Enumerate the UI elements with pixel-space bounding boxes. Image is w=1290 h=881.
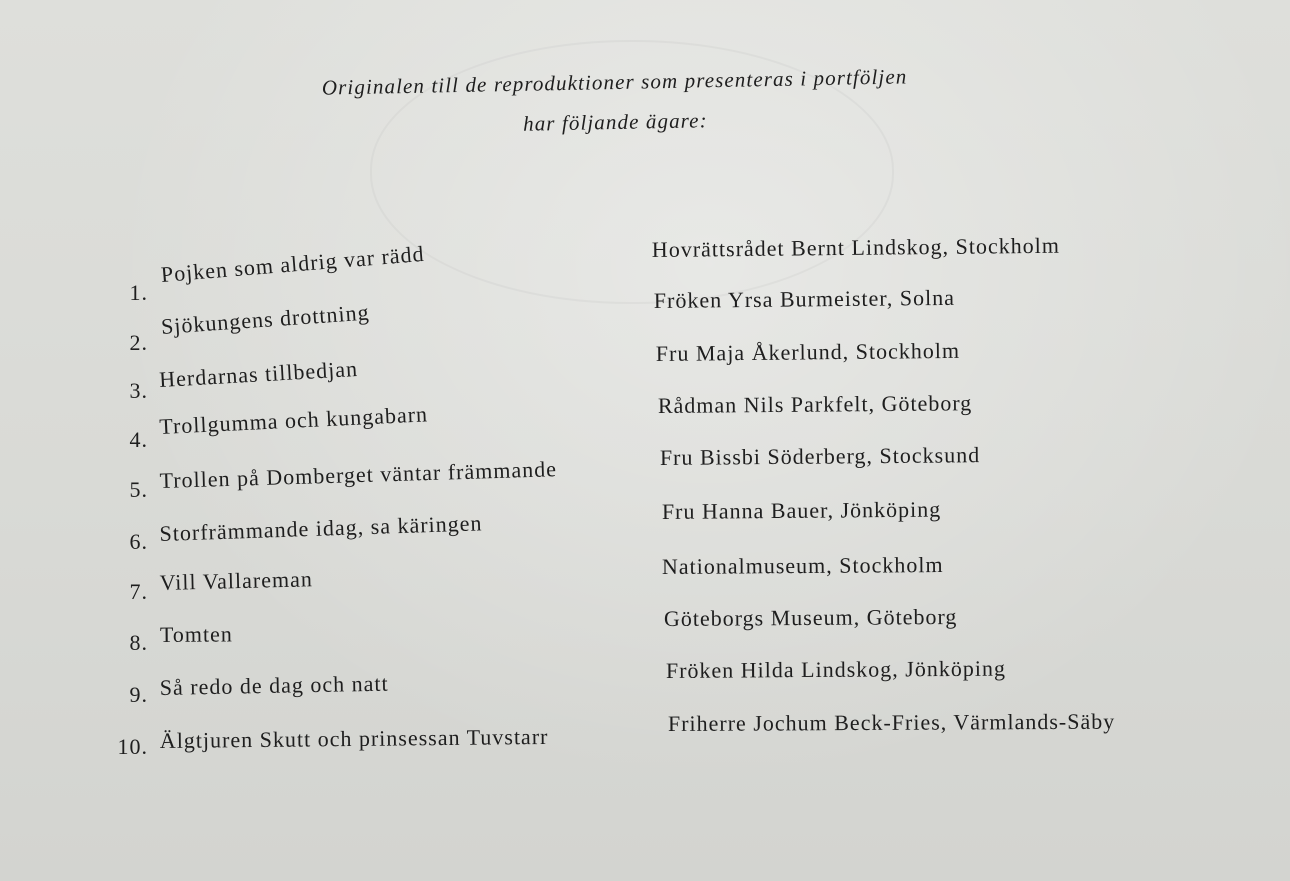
list-item: [0, 442, 1290, 512]
item-owner: Rådman Nils Parkfelt, Göteborg: [657, 390, 973, 419]
item-title: Tomten: [159, 621, 233, 648]
heading-line-2: har följande ägare:: [522, 108, 708, 136]
page-heading: [249, 55, 980, 149]
item-title: Pojken som aldrig var rädd: [159, 240, 426, 288]
item-title: Storfrämmande idag, sa käringen: [159, 510, 483, 547]
item-owner: Fru Hanna Bauer, Jönköping: [661, 496, 942, 525]
item-number: 8.: [129, 630, 148, 655]
item-number: 3.: [129, 378, 148, 403]
item-title: Trollen på Domberget väntar främmande: [159, 456, 558, 494]
item-number: 1.: [129, 280, 148, 305]
item-number: 10.: [117, 734, 148, 759]
list-item: [0, 284, 1290, 358]
list-item: [0, 708, 1290, 772]
list-item: [0, 496, 1290, 564]
item-number: 2.: [129, 330, 148, 355]
item-title: Sjökungens drottning: [160, 299, 371, 340]
item-owner: Fröken Hilda Lindskog, Jönköping: [665, 655, 1006, 683]
item-title: Älgtjuren Skutt och prinsessan Tuvstarr: [159, 723, 549, 754]
item-owner: Nationalmuseum, Stockholm: [661, 552, 944, 579]
item-owner: Fru Maja Åkerlund, Stockholm: [655, 337, 961, 367]
item-title: Herdarnas tillbedjan: [158, 355, 359, 393]
item-number: 5.: [129, 477, 148, 502]
item-owner: Fröken Yrsa Burmeister, Solna: [653, 284, 956, 314]
item-title: Trollgumma och kungabarn: [158, 401, 429, 440]
item-title: Så redo de dag och natt: [159, 670, 389, 701]
list-item: [0, 232, 1290, 305]
heading-line-1: Originalen till de reproduktioner som presenteras i portföljen: [321, 64, 908, 100]
list-item: [0, 603, 1290, 668]
item-number: 9.: [129, 682, 148, 707]
item-owner: Hovrättsrådet Bernt Lindskog, Stockholm: [651, 232, 1061, 263]
item-number: 4.: [129, 427, 148, 452]
list-item: [0, 390, 1290, 460]
item-owner: Fru Bissbi Söderberg, Stocksund: [659, 442, 981, 471]
item-title: Vill Vallareman: [159, 566, 314, 596]
item-number: 7.: [129, 579, 148, 604]
item-owner: Friherre Jochum Beck-Fries, Värmlands-Säby: [667, 708, 1116, 736]
item-owner: Göteborgs Museum, Göteborg: [663, 603, 958, 631]
list-item: [0, 552, 1290, 616]
list-item: [0, 337, 1290, 406]
item-number: 6.: [129, 529, 148, 554]
